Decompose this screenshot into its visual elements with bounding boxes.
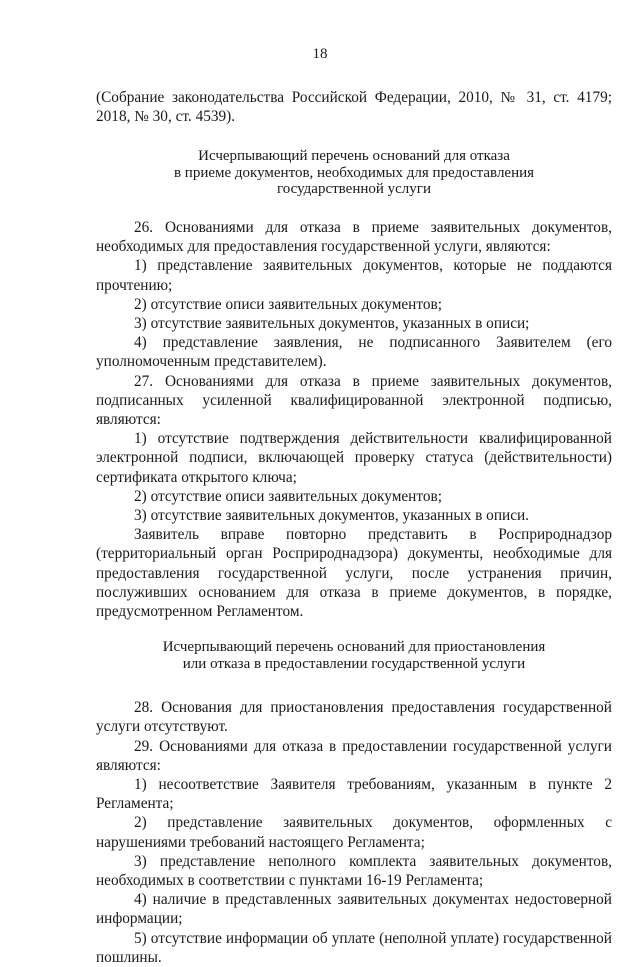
list-item: 3) отсутствие заявительных документов, указанных в описи. [134, 506, 529, 524]
paragraph-29: 29. Основаниями для отказа в предоставлении государственной услуги являются: [96, 737, 612, 774]
heading-line: или отказа в предоставлении государственной услуги [182, 655, 526, 672]
paragraph-27: 27. Основаниями для отказа в приеме заявительных документов, подписанных усиленной квалифицированной электронной подписью, являются: [96, 372, 612, 428]
list-item: 5) отсутствие информации об уплате (неполной уплате) государственной пошлины. [96, 929, 612, 966]
section-heading-suspension-refusal [96, 639, 612, 672]
list-item: 2) отсутствие описи заявительных документов; [134, 295, 442, 313]
paragraph-26: 26. Основаниями для отказа в приеме заявительных документов, необходимых для предоставления государственной услуги, являются: [96, 218, 612, 256]
list-item: 3) представление неполного комплекта заявительных документов, необходимых в соответствии с пунктами 16-19 Регламента; [96, 852, 612, 889]
paragraph-27-note: Заявитель вправе повторно представить в Росприроднадзор (территориальный орган Росприроднадзора) документы, необходимые для предоставления государственной услуги, после устранения причин, послуживших основанием для отказа в приеме документов, в порядке, предусмотренном Регламентом. [96, 526, 612, 620]
document-body [96, 88, 612, 967]
paragraph-28: 28. Основания для приостановления предоставления государственной услуги отсутствуют. [96, 699, 612, 736]
list-item: 4) наличие в представленных заявительных документах недостоверной информации; [96, 891, 612, 928]
list-item: 3) отсутствие заявительных документов, указанных в описи; [134, 314, 530, 332]
section-heading-refusal-acceptance [96, 148, 612, 198]
list-item: 1) представление заявительных документов, которые не поддаются прочтению; [96, 257, 612, 294]
list-item: 2) представление заявительных документов, оформленных с нарушениями требований настоящего Регламента; [96, 814, 612, 851]
heading-line: государственной услуги [277, 181, 431, 198]
list-item: 1) отсутствие подтверждения действительности квалифицированной электронной подписи, включающей проверку статуса (действительности) сертификата открытого ключа; [96, 430, 612, 486]
heading-line: в приеме документов, необходимых для предоставления [173, 164, 535, 181]
heading-line: Исчерпывающий перечень оснований для отказа [198, 148, 510, 165]
list-item: 2) отсутствие описи заявительных документов; [134, 487, 442, 505]
page-number: 18 [312, 46, 328, 62]
list-item: 4) представление заявления, не подписанного Заявителем (его уполномоченным представителем). [96, 334, 612, 371]
heading-line: Исчерпывающий перечень оснований для приостановления [162, 639, 546, 656]
list-item: 1) несоответствие Заявителя требованиям, указанным в пункте 2 Регламента; [96, 775, 612, 813]
intro-citation: (Собрание законодательства Российской Федерации, 2010, № 31, ст. 4179; 2018, № 30, ст. 4539). [96, 89, 612, 126]
